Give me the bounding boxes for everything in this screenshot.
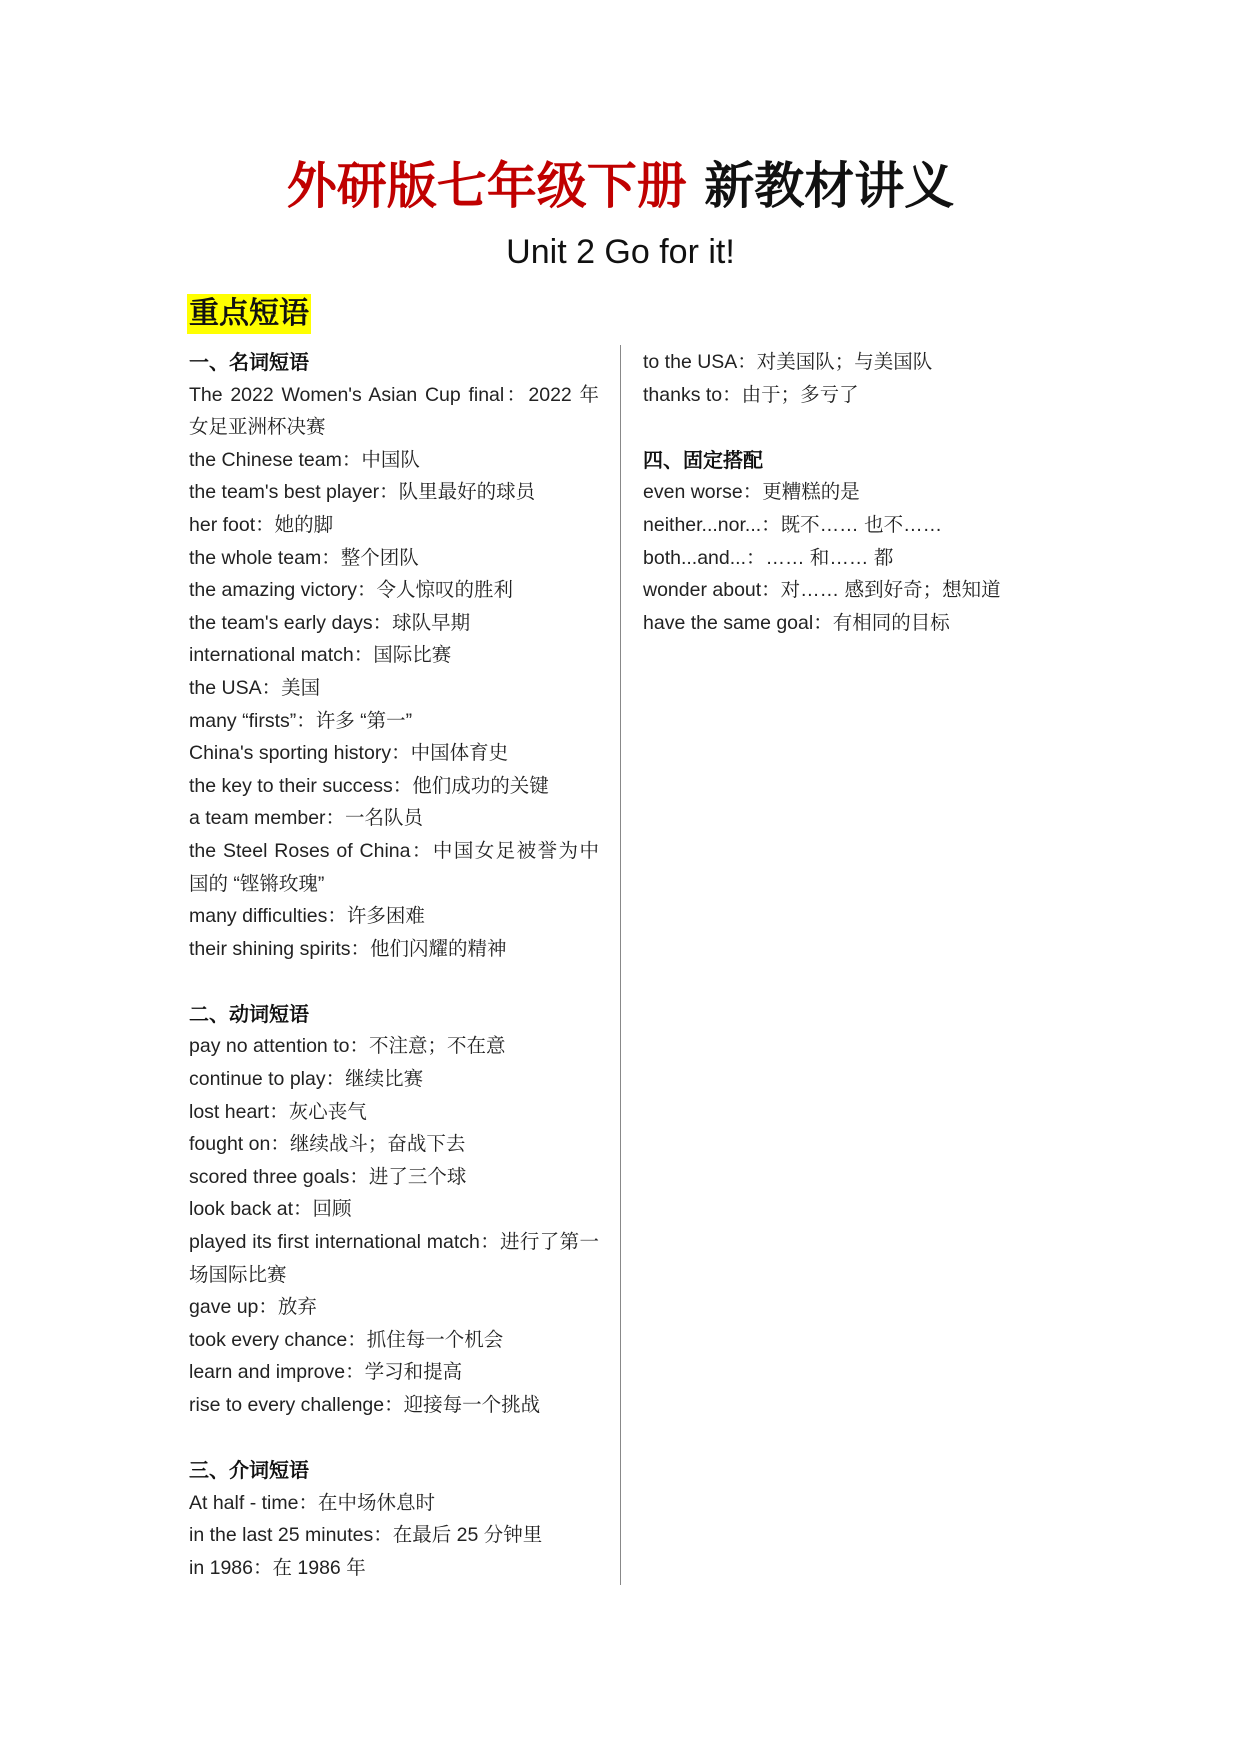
right-column xyxy=(643,346,1063,639)
left-column xyxy=(189,346,599,1585)
phrase-item: gave up：放弃 xyxy=(189,1296,317,1319)
phrase-item: pay no attention to：不注意；不在意 xyxy=(189,1035,506,1058)
phrase-item: scored three goals：进了三个球 xyxy=(189,1165,467,1188)
category-heading: 二、动词短语 xyxy=(189,1001,309,1026)
category-heading: 一、名词短语 xyxy=(189,350,309,374)
phrase-item: the amazing victory：令人惊叹的胜利 xyxy=(189,579,513,602)
spacer xyxy=(189,1422,599,1455)
phrase-item: the whole team：整个团队 xyxy=(189,546,419,569)
category-heading: 四、固定搭配 xyxy=(643,447,763,472)
phrase-item: fought on：继续战斗；奋战下去 xyxy=(189,1133,466,1156)
phrase-item: China's sporting history：中国体育史 xyxy=(189,742,509,765)
phrase-item: the key to their success：他们成功的关键 xyxy=(189,774,549,797)
phrase-item: the Steel Roses of China：中国女足被誉为中国的 “铿锵玫瑰” xyxy=(189,839,599,895)
phrase-item: have the same goal：有相同的目标 xyxy=(643,611,950,634)
phrase-item: many difficulties：许多困难 xyxy=(189,905,425,928)
phrase-item: thanks to：由于；多亏了 xyxy=(643,383,859,406)
phrase-item: At half - time：在中场休息时 xyxy=(189,1491,435,1514)
phrase-item: learn and improve：学习和提高 xyxy=(189,1361,463,1384)
phrase-item: The 2022 Women's Asian Cup final：2022 年女足亚洲杯决赛 xyxy=(189,383,599,439)
phrase-item: rise to every challenge：迎接每一个挑战 xyxy=(189,1394,541,1416)
phrase-item: wonder about：对…… 感到好奇；想知道 xyxy=(643,579,1001,602)
phrase-item: her foot：她的脚 xyxy=(189,513,334,536)
phrase-item: lost heart：灰心丧气 xyxy=(189,1100,367,1123)
phrase-item: took every chance：抓住每一个机会 xyxy=(189,1328,504,1351)
phrase-item: their shining spirits：他们闪耀的精神 xyxy=(189,937,507,960)
phrase-item: a team member：一名队员 xyxy=(189,807,424,830)
title-red-part: 外研版七年级下册 xyxy=(286,156,687,215)
phrase-item: even worse：更糟糕的是 xyxy=(643,481,860,504)
phrase-item: many “firsts”：许多 “第一” xyxy=(189,709,413,732)
column-divider xyxy=(620,345,621,1585)
phrase-item: the team's best player：队里最好的球员 xyxy=(189,481,536,504)
phrase-item: in the last 25 minutes：在最后 25 分钟里 xyxy=(189,1524,543,1547)
section-heading-key-phrases: 重点短语 xyxy=(187,294,311,334)
phrase-item: continue to play：继续比赛 xyxy=(189,1068,424,1091)
category-heading: 三、介词短语 xyxy=(189,1458,309,1483)
spacer xyxy=(189,965,599,998)
phrase-item: played its first international match：进行了第一场国际比赛 xyxy=(189,1231,599,1286)
phrase-item: both...and...：…… 和…… 都 xyxy=(643,546,894,569)
phrase-item: neither...nor...：既不…… 也不…… xyxy=(643,513,943,536)
phrase-item: in 1986：在 1986 年 xyxy=(189,1556,366,1579)
document-subtitle: Unit 2 Go for it! xyxy=(506,233,735,271)
document-title xyxy=(0,148,1241,224)
phrase-item: look back at：回顾 xyxy=(189,1198,352,1221)
phrase-item: the team's early days：球队早期 xyxy=(189,611,471,634)
phrase-item: international match：国际比赛 xyxy=(189,644,452,667)
phrase-item: the Chinese team：中国队 xyxy=(189,448,420,471)
spacer xyxy=(643,411,1063,444)
phrase-item: the USA：美国 xyxy=(189,676,321,699)
title-black-part: 新教材讲义 xyxy=(704,156,955,215)
phrase-item: to the USA：对美国队；与美国队 xyxy=(643,351,933,373)
